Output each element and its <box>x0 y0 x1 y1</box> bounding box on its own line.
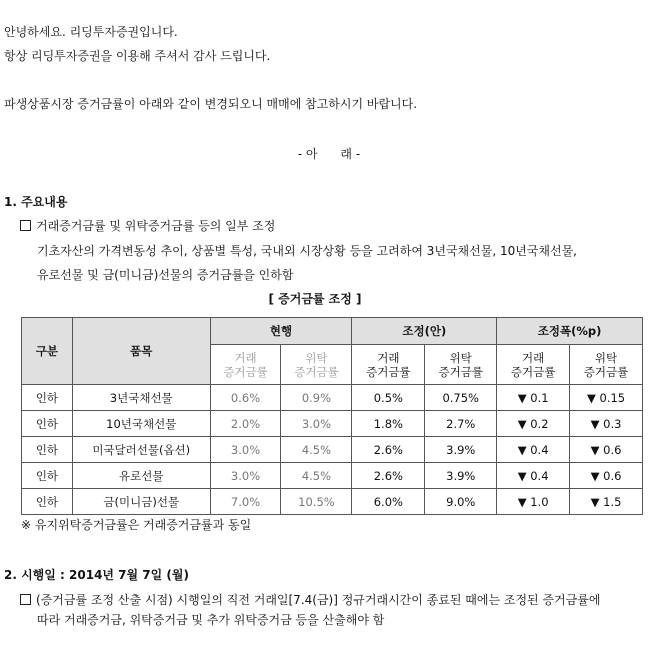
section1-heading: 1. 주요내용 <box>4 195 68 209</box>
margin-rate-table <box>21 317 643 515</box>
greeting-line-1: 안녕하세요. 리딩투자증권입니다. <box>4 25 178 39</box>
cell-new-trade: 1.8% <box>352 411 425 437</box>
cell-cur-consign: 4.5% <box>281 463 352 489</box>
subheader-change-trade: 거래 증거금률 <box>497 345 570 385</box>
cell-cur-trade: 7.0% <box>210 489 281 515</box>
cell-item: 금(미니금)선물 <box>72 489 210 515</box>
cell-item: 10년국채선물 <box>72 411 210 437</box>
checkbox-square-icon <box>20 594 31 605</box>
cell-category: 인하 <box>22 411 73 437</box>
cell-new-consign: 3.9% <box>425 463 497 489</box>
subheader-change-consign: 위탁 증거금률 <box>570 345 643 385</box>
table-row <box>22 411 643 437</box>
cell-chg-consign: ▼ 0.6 <box>570 463 643 489</box>
below-heading: - 아 래 - <box>297 147 361 161</box>
table-row <box>22 385 643 411</box>
cell-cur-consign: 0.9% <box>281 385 352 411</box>
header-adjusted: 조정(안) <box>352 318 497 345</box>
checkbox-square-icon <box>20 220 31 231</box>
table-footnote: ※ 유지위탁증거금률은 거래증거금률과 동일 <box>21 518 252 532</box>
cell-chg-consign: ▼ 0.3 <box>570 411 643 437</box>
notice-text: 파생상품시장 증거금률이 아래와 같이 변경되오니 매매에 참고하시기 바랍니다. <box>4 97 418 111</box>
section1-desc-2: 유로선물 및 금(미니금)선물의 증거금률을 인하함 <box>37 268 294 282</box>
cell-chg-trade: ▼ 1.0 <box>497 489 570 515</box>
cell-cur-consign: 3.0% <box>281 411 352 437</box>
cell-item: 유로선물 <box>72 463 210 489</box>
cell-new-trade: 2.6% <box>352 463 425 489</box>
cell-item: 미국달러선물(옵션) <box>72 437 210 463</box>
header-current: 현행 <box>210 318 352 345</box>
cell-category: 인하 <box>22 385 73 411</box>
cell-chg-consign: ▼ 0.6 <box>570 437 643 463</box>
cell-chg-consign: ▼ 1.5 <box>570 489 643 515</box>
cell-new-consign: 2.7% <box>425 411 497 437</box>
section2-heading: 2. 시행일 : 2014년 7월 7일 (월) <box>4 568 189 582</box>
header-category: 구분 <box>22 318 73 385</box>
cell-cur-trade: 2.0% <box>210 411 281 437</box>
cell-new-trade: 6.0% <box>352 489 425 515</box>
cell-new-consign: 0.75% <box>425 385 497 411</box>
cell-new-trade: 0.5% <box>352 385 425 411</box>
cell-chg-trade: ▼ 0.2 <box>497 411 570 437</box>
greeting-line-2: 항상 리딩투자증권을 이용해 주셔서 감사 드립니다. <box>4 49 271 63</box>
cell-category: 인하 <box>22 489 73 515</box>
section2-continuation: 따라 거래증거금, 위탁증거금 및 추가 위탁증거금 등을 산출해야 함 <box>37 613 385 627</box>
cell-chg-trade: ▼ 0.4 <box>497 437 570 463</box>
cell-cur-trade: 0.6% <box>210 385 281 411</box>
cell-cur-consign: 10.5% <box>281 489 352 515</box>
cell-category: 인하 <box>22 437 73 463</box>
cell-new-consign: 9.0% <box>425 489 497 515</box>
cell-category: 인하 <box>22 463 73 489</box>
subheader-adjusted-trade: 거래 증거금률 <box>352 345 425 385</box>
table-title: [ 증거금률 조정 ] <box>268 292 362 306</box>
section1-desc-1: 기초자산의 가격변동성 추이, 상품별 특성, 국내외 시장상황 등을 고려하여 3년국채선물, 10년국채선물, <box>37 244 577 258</box>
cell-chg-trade: ▼ 0.4 <box>497 463 570 489</box>
cell-cur-consign: 4.5% <box>281 437 352 463</box>
table-row <box>22 463 643 489</box>
header-item: 품목 <box>72 318 210 385</box>
table-row <box>22 437 643 463</box>
cell-new-consign: 3.9% <box>425 437 497 463</box>
section1-bullet-text: 거래증거금률 및 위탁증거금률 등의 일부 조정 <box>36 219 276 233</box>
header-change: 조정폭(%p) <box>497 318 643 345</box>
cell-cur-trade: 3.0% <box>210 463 281 489</box>
cell-cur-trade: 3.0% <box>210 437 281 463</box>
cell-chg-consign: ▼ 0.15 <box>570 385 643 411</box>
subheader-current-trade: 거래 증거금률 <box>210 345 281 385</box>
cell-new-trade: 2.6% <box>352 437 425 463</box>
cell-chg-trade: ▼ 0.1 <box>497 385 570 411</box>
section2-bullet <box>20 592 600 608</box>
section1-bullet <box>20 218 275 234</box>
table-row <box>22 489 643 515</box>
subheader-adjusted-consign: 위탁 증거금률 <box>425 345 497 385</box>
section2-bullet-text: (증거금률 조정 산출 시점) 시행일의 직전 거래일[7.4(금)] 정규거래시간이 종료된 때에는 조정된 증거금률에 <box>36 593 601 607</box>
subheader-current-consign: 위탁 증거금률 <box>281 345 352 385</box>
cell-item: 3년국채선물 <box>72 385 210 411</box>
